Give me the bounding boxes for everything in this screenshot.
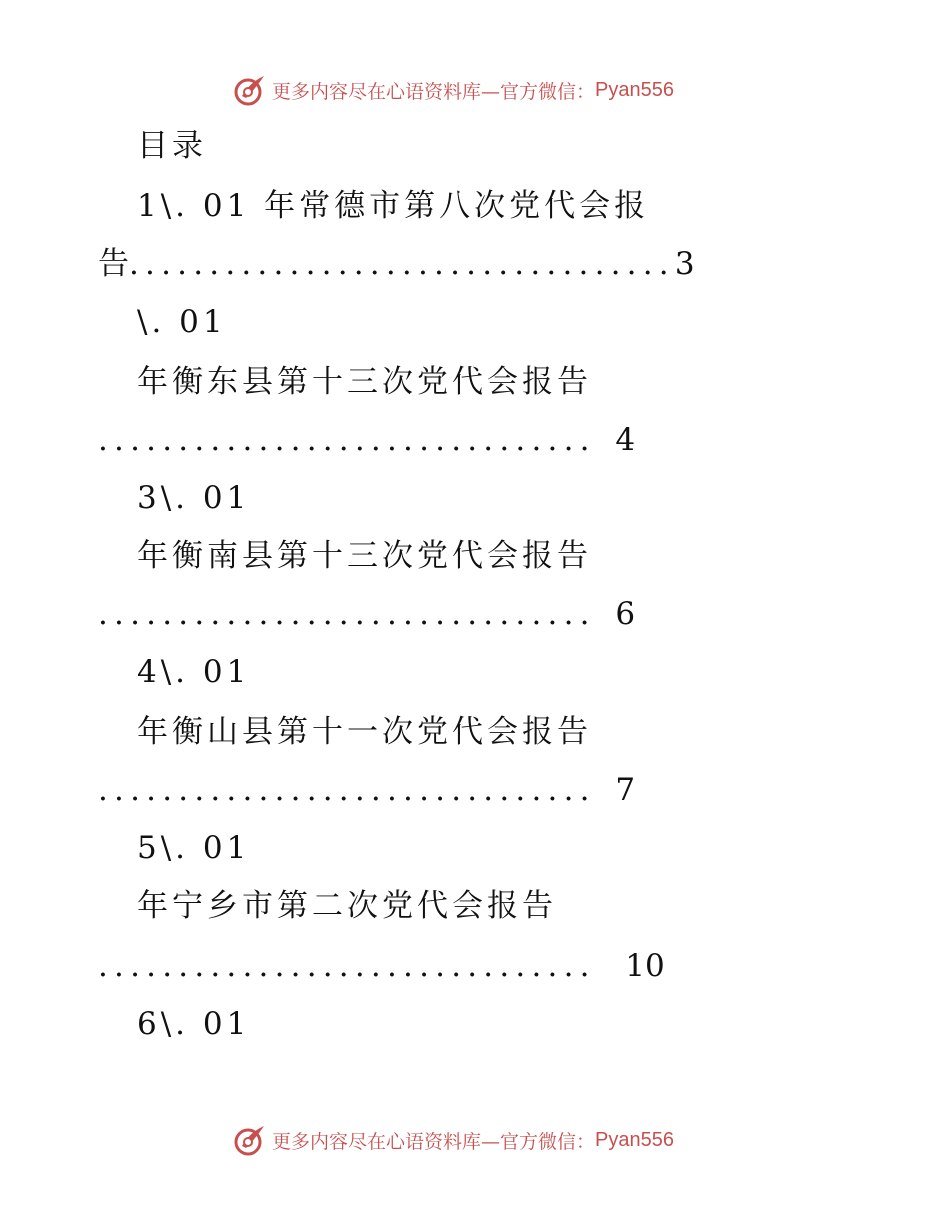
toc-entry-5-number: 5\. 01 [137, 830, 251, 866]
toc-entry-5-title: 年宁乡市第二次党代会报告 [137, 888, 557, 924]
watermark-wechat-id: Pyan556 [595, 1128, 674, 1151]
toc-entry-3-page: 6 [615, 596, 636, 632]
toc-entry-4-page: 7 [615, 772, 636, 808]
toc-entry-1-title: 1\. 01 年常德市第八次党代会报 [137, 188, 650, 224]
toc-entry-6-number: 6\. 01 [137, 1006, 251, 1042]
toc-heading: 目录 [137, 128, 207, 164]
toc-entry-3-leader [98, 594, 635, 634]
toc-entry-3-number: 3\. 01 [137, 480, 251, 516]
watermark-separator-text: —官方微信： [481, 1130, 596, 1153]
toc-entry-2-title: 年衡东县第十三次党代会报告 [137, 364, 592, 400]
watermark-wechat-id: Pyan556 [595, 78, 674, 101]
toc-entry-3-dots: ............................... [98, 596, 596, 632]
toc-entry-5-leader [98, 946, 665, 986]
toc-entry-1-page: 3 [674, 246, 695, 282]
toc-entry-2-page: 4 [615, 422, 636, 458]
toc-entry-1-dots: .................................. [129, 246, 675, 282]
toc-entry-5-page: 10 [625, 948, 665, 984]
toc-entry-2-dots: ............................... [98, 422, 596, 458]
toc-entry-4-leader [98, 770, 635, 810]
toc-entry-4-title: 年衡山县第十一次党代会报告 [137, 714, 592, 750]
toc-entry-3-title: 年衡南县第十三次党代会报告 [137, 538, 592, 574]
feather-seal-icon [232, 72, 268, 108]
toc-entry-4-dots: ............................... [98, 772, 596, 808]
watermark-header [232, 70, 674, 110]
toc-entry-5-dots: ............................... [98, 948, 596, 984]
toc-entry-2-number: \. 01 [137, 304, 227, 340]
watermark-footer [232, 1120, 674, 1160]
toc-entry-1-title-end: 告 [98, 246, 129, 282]
toc-entry-4-number: 4\. 01 [137, 654, 251, 690]
watermark-separator-text: —官方微信： [481, 80, 596, 103]
toc-entry-2-leader [98, 420, 635, 460]
watermark-cn-text: 更多内容尽在心语资料库 [272, 1130, 482, 1153]
toc-entry-1-leader [98, 244, 695, 284]
watermark-cn-text: 更多内容尽在心语资料库 [272, 80, 482, 103]
feather-seal-icon [232, 1122, 268, 1158]
